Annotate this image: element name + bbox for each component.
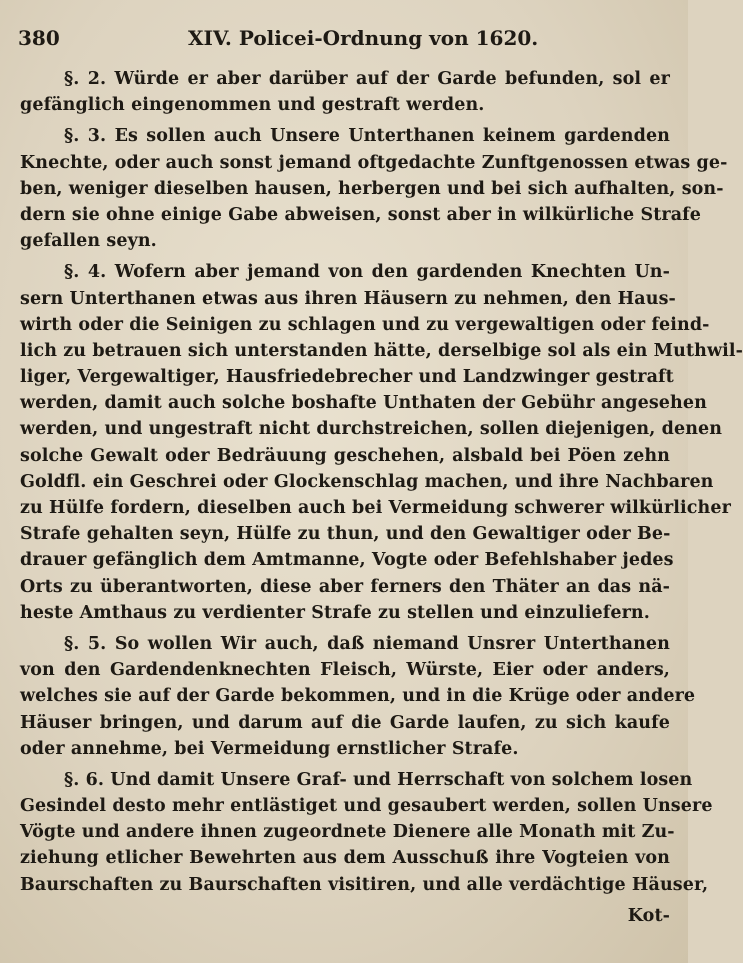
text-line: zu Hülfe fordern, dieselben auch bei Vermeidung schwerer wilkürlicher: [20, 498, 731, 518]
text-line: solche Gewalt oder Bedräuung geschehen, alsbald bei Pöen zehn: [20, 445, 670, 466]
text-line: §. 2. Würde er aber darüber auf der Garde befunden, sol er: [64, 69, 670, 89]
body-text: [20, 66, 743, 929]
text-line: §. 5. So wollen Wir auch, daß niemand Unsrer Unterthanen: [64, 633, 670, 654]
catchword: Kot-: [627, 905, 670, 926]
paragraph-2: [20, 123, 728, 254]
text-line: §. 3. Es sollen auch Unsere Unterthanen keinem gardenden: [64, 126, 670, 147]
text-line: Knechte, oder auch sonst jemand oftgedachte Zunftgenossen etwas ge-: [20, 152, 728, 173]
text-line: Vögte und andere ihnen zugeordnete Dienere alle Monath mit Zu-: [20, 822, 675, 843]
text-line: werden, und ungestraft nicht durchstreichen, sollen diejenigen, denen: [20, 419, 723, 440]
text-line: oder annehme, bei Vermeidung ernstlicher Strafe.: [20, 738, 519, 759]
text-line: gefallen seyn.: [20, 231, 157, 252]
text-line: §. 6. Und damit Unsere Graf- und Herrschaft von solchem losen: [64, 769, 693, 790]
text-line: Orts zu überantworten, diese aber ferners den Thäter an das nä-: [20, 576, 670, 597]
text-line: welches sie auf der Garde bekommen, und in die Krüge oder andere: [20, 686, 696, 707]
text-line: Strafe gehalten seyn, Hülfe zu thun, und den Gewaltiger oder Be-: [20, 524, 671, 545]
text-line: gefänglich eingenommen und gestraft werden.: [20, 95, 485, 116]
text-line: sern Unterthanen etwas aus ihren Häusern zu nehmen, den Haus-: [20, 288, 676, 309]
text-line: Baurschaften zu Baurschaften visitiren, und alle verdächtige Häuser,: [20, 874, 709, 895]
paragraph-4: [20, 631, 696, 762]
text-line: heste Amthaus zu verdienter Strafe zu stellen und einzuliefern.: [20, 602, 650, 623]
text-line: wirth oder die Seinigen zu schlagen und zu vergewaltigen oder feind-: [20, 314, 710, 335]
text-line: drauer gefänglich dem Amtmanne, Vogte oder Befehlshaber jedes: [20, 550, 674, 571]
text-line: Häuser bringen, und darum auf die Garde laufen, zu sich kaufe: [20, 712, 670, 733]
text-line: liger, Vergewaltiger, Hausfriedebrecher und Landzwinger gestraft: [20, 367, 674, 388]
text-line: ziehung etlicher Bewehrten aus dem Ausschuß ihre Vogteien von: [20, 848, 670, 869]
paragraph-3: [20, 259, 743, 626]
text-line: werden, damit auch solche boshafte Unthaten der Gebühr angesehen: [20, 393, 707, 414]
paragraph-1: [20, 66, 670, 118]
page-header: [18, 26, 658, 56]
text-line: Gesindel desto mehr entlästiget und gesaubert werden, sollen Unsere: [20, 796, 713, 817]
page-number: 380: [18, 26, 60, 50]
paragraph-5: [20, 767, 713, 898]
text-line: ben, weniger dieselben hausen, herbergen und bei sich aufhalten, son-: [20, 178, 724, 199]
text-line: dern sie ohne einige Gabe abweisen, sonst aber in wilkürliche Strafe: [20, 204, 701, 225]
text-line: Goldfl. ein Geschrei oder Glockenschlag machen, und ihre Nachbaren: [20, 471, 714, 492]
text-line: von den Gardendenknechten Fleisch, Würste, Eier oder anders,: [20, 660, 670, 681]
text-line: §. 4. Wofern aber jemand von den gardenden Knechten Un-: [64, 262, 670, 283]
running-title: XIV. Policei-Ordnung von 1620.: [188, 26, 539, 50]
text-line: lich zu betrauen sich unterstanden hätte, derselbige sol als ein Muthwil-: [20, 340, 743, 361]
